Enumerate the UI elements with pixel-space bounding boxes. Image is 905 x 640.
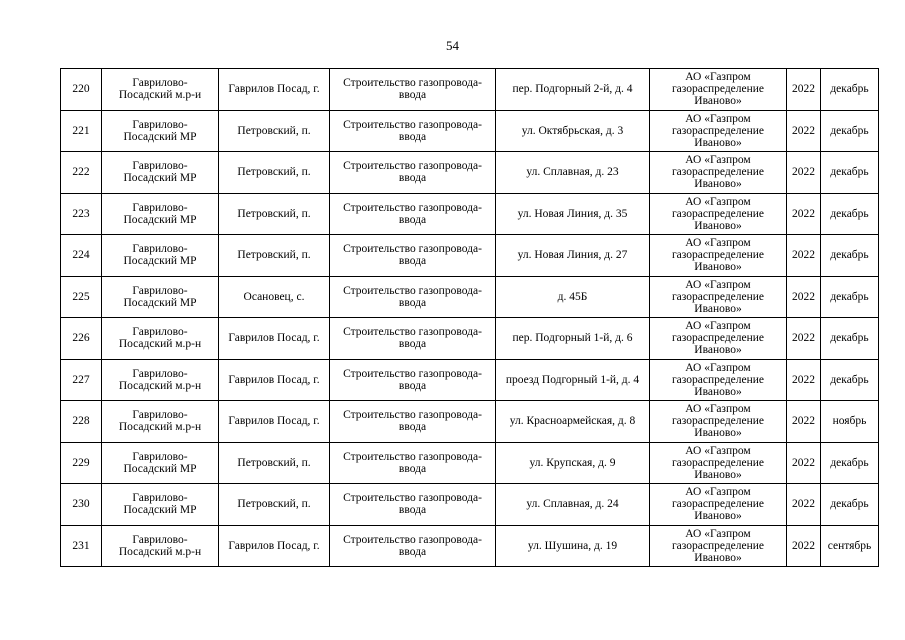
table-row (61, 276, 879, 318)
cell-year: 2022 (787, 484, 821, 526)
cell-year: 2022 (787, 110, 821, 152)
cell-district-line: Гаврилово- (132, 284, 188, 297)
cell-work-type-line: ввода (398, 338, 427, 351)
cell-number: 224 (61, 235, 102, 277)
cell-district-line: Гаврилово- (132, 160, 188, 173)
cell-address: проезд Подгорный 1-й, д. 4 (496, 359, 650, 401)
page-number: 54 (446, 38, 459, 53)
cell-work-type-line: ввода (398, 462, 427, 475)
cell-address: ул. Новая Линия, д. 27 (496, 235, 650, 277)
cell-month: ноябрь (821, 401, 879, 443)
cell-work-type-line: Строительство газопровода- (343, 160, 482, 173)
cell-work-type-line: Строительство газопровода- (343, 409, 482, 422)
cell-work-type (330, 235, 496, 277)
cell-address: ул. Сплавная, д. 24 (496, 484, 650, 526)
cell-locality: Петровский, п. (219, 152, 330, 194)
cell-organization-line: Иваново» (694, 551, 742, 564)
cell-organization (650, 401, 787, 443)
cell-organization (650, 276, 787, 318)
cell-district-line: Посадский МР (123, 296, 197, 309)
cell-district-line: Посадский МР (123, 255, 197, 268)
cell-district-line: Посадский м.р-н (118, 421, 202, 434)
cell-organization-line: АО «Газпром (685, 154, 751, 167)
cell-year: 2022 (787, 318, 821, 360)
cell-work-type-line: Строительство газопровода- (343, 326, 482, 339)
cell-organization-line: Иваново» (694, 468, 742, 481)
cell-district-line: Гаврилово- (132, 450, 188, 463)
cell-district (102, 276, 219, 318)
cell-district (102, 484, 219, 526)
cell-number: 227 (61, 359, 102, 401)
cell-district-line: Гаврилово- (132, 492, 188, 505)
cell-organization-line: Иваново» (694, 261, 742, 274)
table-row (61, 235, 879, 277)
cell-organization-line: АО «Газпром (685, 486, 751, 499)
cell-district (102, 442, 219, 484)
cell-organization-line: АО «Газпром (685, 195, 751, 208)
cell-organization-line: АО «Газпром (685, 403, 751, 416)
cell-work-type-line: ввода (398, 213, 427, 226)
cell-number: 231 (61, 525, 102, 567)
cell-district (102, 318, 219, 360)
cell-work-type (330, 318, 496, 360)
table-row (61, 318, 879, 360)
cell-year: 2022 (787, 442, 821, 484)
cell-work-type-line: ввода (398, 296, 427, 309)
cell-number: 230 (61, 484, 102, 526)
cell-organization-line: Иваново» (694, 385, 742, 398)
cell-organization-line: Иваново» (694, 427, 742, 440)
cell-work-type (330, 525, 496, 567)
cell-organization-line: газораспределение (671, 124, 765, 137)
cell-organization-line: газораспределение (671, 290, 765, 303)
cell-district-line: Гаврилово- (132, 367, 188, 380)
cell-address: ул. Шушина, д. 19 (496, 525, 650, 567)
cell-work-type-line: Строительство газопровода- (343, 201, 482, 214)
cell-month: декабрь (821, 276, 879, 318)
cell-address: ул. Крупская, д. 9 (496, 442, 650, 484)
cell-address: ул. Октябрьская, д. 3 (496, 110, 650, 152)
cell-organization-line: АО «Газпром (685, 112, 751, 125)
cell-organization-line: газораспределение (671, 373, 765, 386)
cell-month: декабрь (821, 318, 879, 360)
table-body (61, 69, 879, 567)
cell-district (102, 359, 219, 401)
cell-month: декабрь (821, 110, 879, 152)
cell-year: 2022 (787, 235, 821, 277)
cell-organization-line: Иваново» (694, 219, 742, 232)
cell-year: 2022 (787, 152, 821, 194)
cell-locality: Петровский, п. (219, 442, 330, 484)
cell-work-type-line: ввода (398, 172, 427, 185)
table-row (61, 484, 879, 526)
cell-number: 220 (61, 69, 102, 111)
table-row (61, 152, 879, 194)
cell-address: д. 45Б (496, 276, 650, 318)
cell-number: 222 (61, 152, 102, 194)
cell-organization-line: АО «Газпром (685, 71, 751, 84)
cell-district-line: Гаврилово- (132, 243, 188, 256)
cell-work-type-line: ввода (398, 504, 427, 517)
cell-organization (650, 484, 787, 526)
cell-organization-line: Иваново» (694, 510, 742, 523)
cell-number: 229 (61, 442, 102, 484)
cell-work-type (330, 276, 496, 318)
cell-year: 2022 (787, 69, 821, 111)
cell-month: сентябрь (821, 525, 879, 567)
cell-work-type (330, 401, 496, 443)
cell-work-type-line: Строительство газопровода- (343, 243, 482, 256)
cell-work-type-line: ввода (398, 130, 427, 143)
cell-organization-line: Иваново» (694, 178, 742, 191)
cell-locality: Петровский, п. (219, 484, 330, 526)
cell-address: пер. Подгорный 1-й, д. 6 (496, 318, 650, 360)
cell-district-line: Гаврилово- (132, 409, 188, 422)
cell-organization-line: газораспределение (671, 83, 765, 96)
cell-organization-line: Иваново» (694, 302, 742, 315)
cell-organization-line: Иваново» (694, 136, 742, 149)
cell-district-line: Посадский МР (123, 130, 197, 143)
cell-district-line: Посадский м.р-н (118, 379, 202, 392)
cell-organization (650, 525, 787, 567)
gas-pipeline-table (60, 68, 879, 567)
cell-month: декабрь (821, 193, 879, 235)
cell-year: 2022 (787, 525, 821, 567)
cell-number: 226 (61, 318, 102, 360)
cell-number: 221 (61, 110, 102, 152)
cell-organization-line: газораспределение (671, 498, 765, 511)
cell-organization (650, 442, 787, 484)
cell-organization (650, 69, 787, 111)
cell-district (102, 525, 219, 567)
cell-organization (650, 110, 787, 152)
cell-number: 225 (61, 276, 102, 318)
table-row (61, 193, 879, 235)
cell-locality: Петровский, п. (219, 193, 330, 235)
cell-district (102, 69, 219, 111)
cell-organization-line: газораспределение (671, 166, 765, 179)
cell-district-line: Гаврилово- (132, 533, 188, 546)
table-row (61, 110, 879, 152)
cell-organization (650, 318, 787, 360)
cell-work-type (330, 484, 496, 526)
cell-work-type-line: ввода (398, 255, 427, 268)
cell-locality: Петровский, п. (219, 110, 330, 152)
cell-district-line: Посадский м.р-н (118, 338, 202, 351)
cell-organization-line: АО «Газпром (685, 278, 751, 291)
cell-work-type-line: Строительство газопровода- (343, 492, 482, 505)
cell-organization-line: АО «Газпром (685, 444, 751, 457)
cell-locality: Осановец, с. (219, 276, 330, 318)
cell-district-line: Посадский МР (123, 172, 197, 185)
cell-organization-line: Иваново» (694, 344, 742, 357)
cell-work-type-line: ввода (398, 379, 427, 392)
cell-month: декабрь (821, 359, 879, 401)
cell-district-line: Посадский МР (123, 504, 197, 517)
cell-organization (650, 152, 787, 194)
cell-month: декабрь (821, 442, 879, 484)
cell-organization (650, 193, 787, 235)
cell-district (102, 152, 219, 194)
table-row (61, 69, 879, 111)
cell-district-line: Гаврилово- (132, 326, 188, 339)
cell-locality: Гаврилов Посад, г. (219, 525, 330, 567)
cell-district (102, 193, 219, 235)
cell-organization-line: АО «Газпром (685, 361, 751, 374)
cell-organization (650, 235, 787, 277)
cell-district (102, 235, 219, 277)
cell-work-type (330, 152, 496, 194)
cell-organization-line: газораспределение (671, 456, 765, 469)
cell-locality: Петровский, п. (219, 235, 330, 277)
table-row (61, 525, 879, 567)
cell-locality: Гаврилов Посад, г. (219, 69, 330, 111)
cell-work-type (330, 193, 496, 235)
cell-organization-line: газораспределение (671, 207, 765, 220)
cell-year: 2022 (787, 359, 821, 401)
cell-work-type-line: Строительство газопровода- (343, 450, 482, 463)
cell-work-type (330, 359, 496, 401)
cell-organization-line: газораспределение (671, 539, 765, 552)
cell-district-line: Посадский МР (123, 213, 197, 226)
cell-work-type-line: Строительство газопровода- (343, 367, 482, 380)
cell-district-line: Гаврилово- (132, 201, 188, 214)
cell-work-type-line: ввода (398, 421, 427, 434)
cell-year: 2022 (787, 193, 821, 235)
cell-month: декабрь (821, 235, 879, 277)
cell-organization-line: АО «Газпром (685, 237, 751, 250)
cell-number: 228 (61, 401, 102, 443)
cell-district-line: Гаврилово- (132, 77, 188, 90)
cell-work-type-line: Строительство газопровода- (343, 118, 482, 131)
cell-organization-line: газораспределение (671, 415, 765, 428)
cell-work-type-line: Строительство газопровода- (343, 284, 482, 297)
cell-month: декабрь (821, 484, 879, 526)
table-row (61, 442, 879, 484)
cell-organization-line: АО «Газпром (685, 527, 751, 540)
cell-organization-line: газораспределение (671, 249, 765, 262)
cell-work-type-line: Строительство газопровода- (343, 533, 482, 546)
cell-district-line: Гаврилово- (132, 118, 188, 131)
cell-address: ул. Новая Линия, д. 35 (496, 193, 650, 235)
cell-district-line: Посадский МР (123, 462, 197, 475)
cell-work-type (330, 69, 496, 111)
cell-work-type-line: ввода (398, 545, 427, 558)
cell-address: пер. Подгорный 2-й, д. 4 (496, 69, 650, 111)
cell-month: декабрь (821, 69, 879, 111)
cell-work-type (330, 110, 496, 152)
cell-organization-line: газораспределение (671, 332, 765, 345)
cell-work-type (330, 442, 496, 484)
cell-work-type-line: ввода (398, 89, 427, 102)
cell-address: ул. Красноармейская, д. 8 (496, 401, 650, 443)
table-row (61, 359, 879, 401)
cell-district-line: Посадский м.р-н (118, 545, 202, 558)
cell-year: 2022 (787, 276, 821, 318)
cell-work-type-line: Строительство газопровода- (343, 77, 482, 90)
cell-district (102, 110, 219, 152)
cell-organization (650, 359, 787, 401)
cell-locality: Гаврилов Посад, г. (219, 359, 330, 401)
cell-locality: Гаврилов Посад, г. (219, 401, 330, 443)
cell-month: декабрь (821, 152, 879, 194)
cell-organization-line: Иваново» (694, 95, 742, 108)
cell-organization-line: АО «Газпром (685, 320, 751, 333)
cell-locality: Гаврилов Посад, г. (219, 318, 330, 360)
cell-district (102, 401, 219, 443)
cell-number: 223 (61, 193, 102, 235)
cell-year: 2022 (787, 401, 821, 443)
table-row (61, 401, 879, 443)
cell-address: ул. Сплавная, д. 23 (496, 152, 650, 194)
cell-district-line: Посадский м.р-и (118, 89, 202, 102)
